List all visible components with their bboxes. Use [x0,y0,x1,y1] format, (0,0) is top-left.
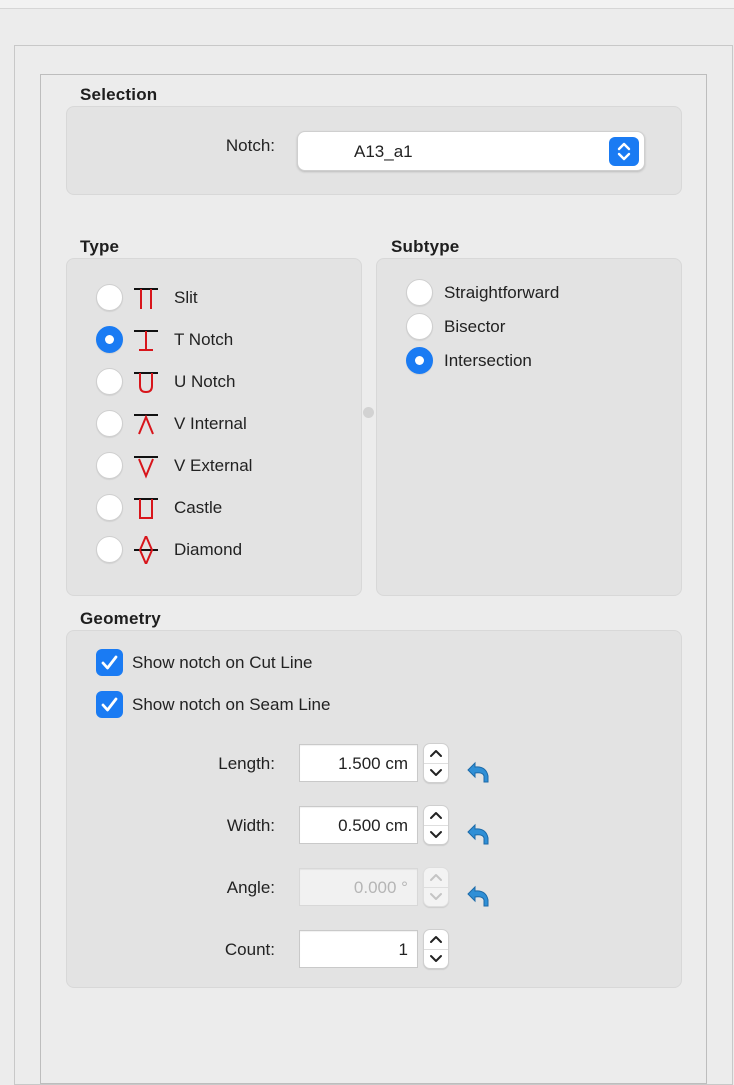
radio-button[interactable] [406,347,433,374]
width-label: Width: [226,816,275,835]
show-on-cut-line-label[interactable]: Show notch on Cut Line [132,653,313,672]
radio-button[interactable] [96,494,123,521]
count-input[interactable] [299,930,418,968]
type-title: Type [80,237,120,256]
stepper-down-icon[interactable] [424,949,448,968]
count-label: Count: [224,940,275,959]
slit-notch-icon [132,284,160,312]
notch-select-value: A13_a1 [354,142,413,161]
type-option-label: V External [174,456,253,475]
checkmark-icon [96,649,123,676]
diamond-notch-icon [132,536,160,564]
notch-select[interactable] [297,131,645,171]
reset-length-icon[interactable] [464,758,492,786]
subtype-group [376,258,682,596]
length-stepper[interactable] [423,743,449,783]
radio-button[interactable] [406,279,433,306]
castle-notch-icon [132,494,160,522]
subtype-option-label: Straightforward [444,283,560,302]
radio-button[interactable] [96,410,123,437]
radio-button[interactable] [96,536,123,563]
split-view-divider-handle[interactable] [363,407,374,418]
radio-button[interactable] [96,284,123,311]
v-external-notch-icon [132,452,160,480]
t-notch-icon [132,326,160,354]
width-stepper[interactable] [423,805,449,845]
subtype-title: Subtype [391,237,460,256]
count-stepper[interactable] [423,929,449,969]
width-value: 0.500 cm [338,816,408,835]
radio-button[interactable] [96,368,123,395]
type-option-label: Slit [174,288,198,307]
length-value: 1.500 cm [338,754,408,773]
stepper-up-icon[interactable] [424,806,448,826]
radio-button[interactable] [406,313,433,340]
reset-angle-icon[interactable] [464,882,492,910]
window-top-edge [0,0,734,9]
stepper-down-icon[interactable] [424,763,448,782]
type-option-label: Castle [174,498,223,517]
length-input[interactable] [299,744,418,782]
show-on-seam-line-checkbox[interactable] [96,691,123,718]
updown-chevron-icon [609,137,639,166]
stepper-down-icon[interactable] [424,825,448,844]
stepper-up-icon [424,868,448,888]
stepper-up-icon[interactable] [424,744,448,764]
type-option-label: V Internal [174,414,247,433]
width-input[interactable] [299,806,418,844]
radio-button[interactable] [96,452,123,479]
subtype-option-label: Bisector [444,317,506,336]
show-on-seam-line-label[interactable]: Show notch on Seam Line [132,695,331,714]
stepper-down-icon [424,887,448,906]
v-internal-notch-icon [132,410,160,438]
show-on-cut-line-checkbox[interactable] [96,649,123,676]
subtype-option-label: Intersection [444,351,532,370]
geometry-title: Geometry [80,609,161,628]
angle-label: Angle: [226,878,275,897]
reset-width-icon[interactable] [464,820,492,848]
stepper-up-icon[interactable] [424,930,448,950]
count-value: 1 [398,940,408,959]
type-option-label: T Notch [174,330,234,349]
notch-label: Notch: [225,136,275,155]
selection-title: Selection [80,85,158,104]
type-option-label: Diamond [174,540,243,559]
angle-value: 0.000 ° [353,878,408,897]
u-notch-icon [132,368,160,396]
checkmark-icon [96,691,123,718]
length-label: Length: [218,754,275,773]
type-option-label: U Notch [174,372,236,391]
angle-stepper [423,867,449,907]
radio-button[interactable] [96,326,123,353]
angle-input [299,868,418,906]
